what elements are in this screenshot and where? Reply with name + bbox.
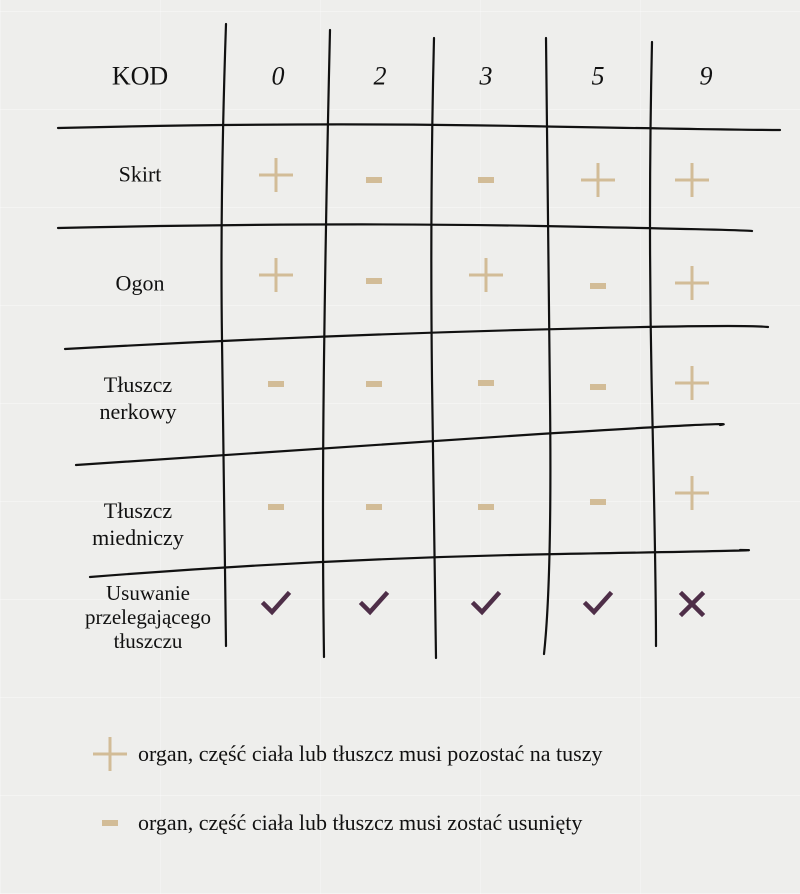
row-label-ogon: Ogon (115, 270, 165, 296)
minus-icon (576, 365, 620, 409)
minus-icon (254, 362, 298, 406)
grid-line-v3 (431, 38, 436, 658)
cross-icon (670, 582, 714, 626)
minus-icon (254, 485, 298, 529)
plus-icon (254, 253, 298, 297)
grid-line-h4 (76, 424, 724, 465)
grid-line-h5 (90, 550, 749, 577)
code-header-5: 5 (591, 61, 605, 91)
grid-line-v4 (544, 38, 550, 654)
minus-icon (464, 361, 508, 405)
row-label-tluszcz-nerkowy: Tłuszcz nerkowy (99, 372, 177, 424)
plus-icon (670, 361, 714, 405)
plus-icon (670, 158, 714, 202)
minus-icon (576, 264, 620, 308)
plus-icon (464, 253, 508, 297)
grid-line-v5 (650, 42, 656, 646)
minus-icon (352, 485, 396, 529)
grid-line-h3 (65, 326, 768, 349)
row-label-tluszcz-miedniczy: Tłuszcz miedniczy (92, 498, 184, 550)
plus-icon (670, 471, 714, 515)
grid-line-h1 (58, 124, 780, 130)
legend-minus (90, 803, 582, 843)
check-icon (254, 582, 298, 626)
minus-icon (352, 259, 396, 303)
row-label-usuwanie: Usuwanie przelegającego tłuszczu (85, 581, 211, 653)
code-header-0: 0 (271, 61, 285, 91)
row-label-skirt: Skirt (118, 161, 162, 187)
code-header-2: 2 (373, 61, 387, 91)
check-icon (576, 582, 620, 626)
check-icon (352, 582, 396, 626)
grid-line-h2 (58, 224, 752, 231)
minus-icon (90, 803, 130, 843)
legend-plus-text: organ, część ciała lub tłuszcz musi pozostać na tuszy (138, 741, 603, 766)
plus-icon (254, 153, 298, 197)
code-header-9: 9 (699, 61, 713, 91)
plus-icon (576, 158, 620, 202)
minus-icon (352, 362, 396, 406)
legend-minus-text: organ, część ciała lub tłuszcz musi zostać usunięty (138, 810, 583, 835)
grid-line-v1 (222, 24, 227, 646)
code-header-3: 3 (479, 61, 493, 91)
legend-plus (90, 734, 602, 774)
check-icon (464, 582, 508, 626)
minus-icon (576, 480, 620, 524)
corner-label: KOD (111, 61, 169, 91)
plus-icon (90, 734, 130, 774)
plus-icon (670, 261, 714, 305)
minus-icon (352, 158, 396, 202)
minus-icon (464, 158, 508, 202)
minus-icon (464, 485, 508, 529)
